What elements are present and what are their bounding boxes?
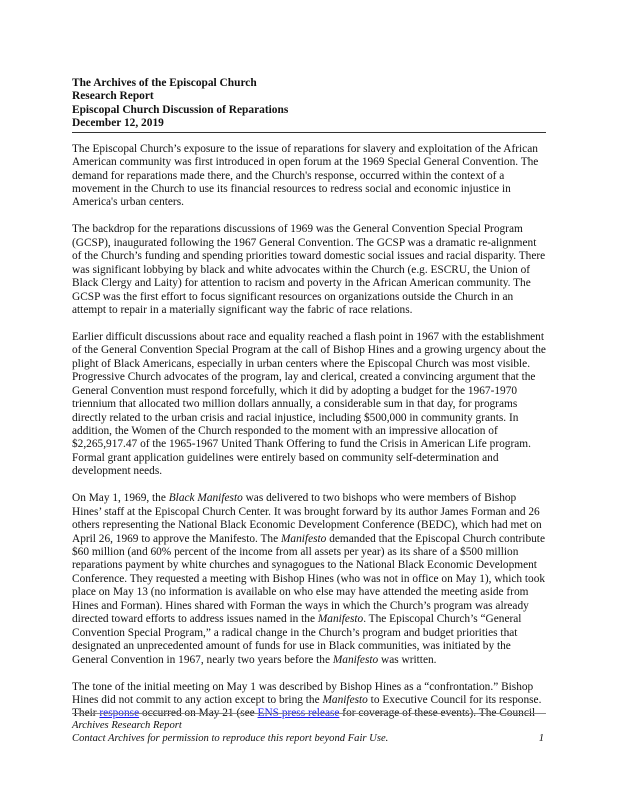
response-link[interactable]: response: [99, 707, 140, 720]
header-organization: The Archives of the Episcopal Church: [72, 77, 257, 89]
report-body: [72, 143, 546, 721]
text-run: The tone of the initial meeting on May 1 was described by Bishop Hines as a “confrontation.” Bishop Hines did not commit to any action except to bring the: [72, 680, 534, 706]
text-run: . The Episcopal Church’s “General Convention Special Program,” a radical change in the Church’s program and budget priorities that designated an unprecedented amount of funds for use in Black communities, was initiated by the General Convention in 1967, nearly two years before the: [72, 613, 522, 666]
text-run: occurred on May 21 (see: [139, 707, 258, 720]
document-page: [72, 77, 546, 734]
text-run: On May 1, 1969, the: [72, 492, 169, 505]
paragraph-1: The Episcopal Church’s exposure to the issue of reparations for slavery and exploitation of the African American community was first introduced in open forum at the 1969 Special General Convention. The demand for reparations made there, and the Church's response, occurred within the context of a movement in the Church to use its financial resources to redress social and economic injustice in America's urban centers.: [72, 142, 539, 209]
text-run: was delivered to two bishops who were members of Bishop Hines’ staff at the Episcopal Church Center. It was brought forward by its author James Forman and 26 others representing the National Black Economic Development Conference (BEDC), which had met on April 26, 1969 to approve the Manifesto. The: [72, 492, 542, 545]
header-date: December 12, 2019: [72, 117, 164, 130]
footer-divider: [72, 713, 546, 714]
page-footer: [72, 713, 546, 745]
footer-line-2: Contact Archives for permission to reproduce this report beyond Fair Use.: [72, 732, 389, 744]
page-number: 1: [538, 732, 544, 744]
paragraph-4: [72, 492, 546, 667]
report-header: [72, 77, 546, 131]
italic-title: Black Manifesto: [168, 492, 243, 505]
footer-line-1: Archives Research Report: [72, 720, 182, 731]
italic-title: Manifesto: [322, 693, 368, 706]
italic-title: Manifesto: [332, 653, 379, 666]
header-title: Episcopal Church Discussion of Reparations: [72, 103, 289, 116]
footer-text: [72, 720, 546, 745]
text-run: demanded that the Episcopal Church contribute $60 million (and 60% percent of the income from all assets per year) as its share of a $500 million reparations payment by white churches and synagogues to the National Black Economic Development Conference. They requested a meeting with Bishop Hines (who was not in office on May 1), which took place on May 13 (no information is available on who else may have attended the meeting aside from Hines and Forman). Hines shared with Forman the ways in which the Church’s program was already directed toward efforts to address issues named in the: [72, 532, 546, 626]
paragraph-2: The backdrop for the reparations discussions of 1969 was the General Convention Special Program (GCSP), inaugurated following the 1967 General Convention. The GCSP was a dramatic re-alignment of the Church’s funding and spending priorities toward domestic social issues and racial disparity. There was significant lobbying by black and white advocates within the Church (e.g. ESCRU, the Union of Black Clergy and Laity) for attention to racism and poverty in the African American community. The GCSP was the first effort to focus significant resources on organizations outside the Church in an attempt to repair in a materially significant way the fabric of race relations.: [72, 223, 546, 316]
italic-title: Manifesto: [317, 613, 364, 626]
paragraph-3: Earlier difficult discussions about race and equality reached a flash point in 1967 with the establishment of the General Convention Special Program at the call of Bishop Hines and a growing urgency about the plight of Black Americans, especially in urban centers where the Episcopal Church was most visible. Progressive Church advocates of the program, lay and clerical, created a convincing argument that the General Convention must respond forcefully, which it did by adopting a budget for the 1967-1970 triennium that allocated two million dollars annually, a considerable sum in that day, for programs directly related to the urban crisis and racial injustice, including $500,000 in community grants. In addition, the Women of the Church responded to the moment with an impressive allocation of $2,265,917.47 of the 1965-1967 United Thank Offering to fund the Crisis in American Life program. Formal grant application guidelines were entirely based on community self-determination and development needs.: [72, 330, 546, 478]
text-run: to Executive Council for its response. Their: [72, 693, 542, 720]
italic-title: Manifesto: [280, 532, 327, 545]
header-divider: [72, 132, 546, 133]
text-run: was written.: [378, 653, 437, 666]
header-report-type: Research Report: [72, 90, 154, 103]
text-run: for coverage of these events). The Council: [339, 707, 536, 720]
ens-press-release-link[interactable]: ENS press release: [257, 707, 340, 720]
